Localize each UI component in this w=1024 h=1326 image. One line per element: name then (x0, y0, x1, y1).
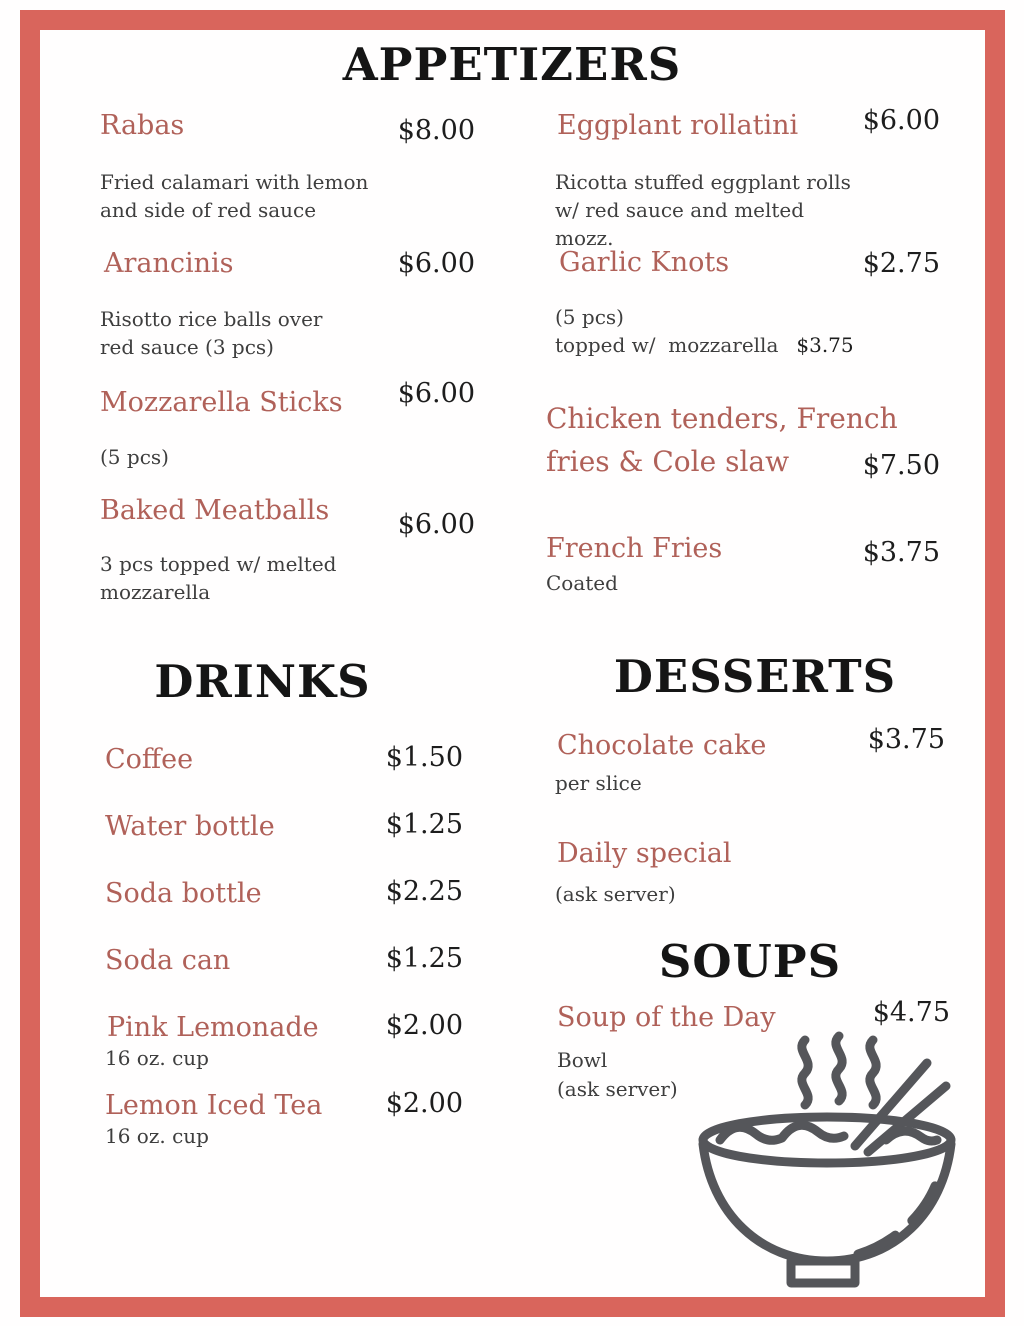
item-price-eggplant-rollatini: $6.00 (862, 105, 940, 136)
item-size-lemon-iced-tea: 16 oz. cup (105, 1124, 209, 1148)
item-desc-rabas: Fried calamari with lemon and side of red sauce (100, 170, 369, 222)
item-price-chicken-tenders: $7.50 (862, 450, 940, 481)
item-price-lemon-iced-tea: $2.00 (385, 1088, 463, 1119)
item-name-eggplant-rollatini: Eggplant rollatini (557, 110, 799, 141)
item-price-coffee: $1.50 (385, 742, 463, 773)
item-name-chocolate-cake: Chocolate cake (557, 730, 767, 761)
item-size-pink-lemonade: 16 oz. cup (105, 1046, 209, 1070)
item-price-mozzarella-sticks: $6.00 (397, 378, 475, 409)
item-desc-soup-bowl: Bowl (557, 1048, 608, 1072)
item-price-baked-meatballs: $6.00 (397, 509, 475, 540)
item-name-soda-bottle: Soda bottle (105, 878, 262, 909)
item-price-soda-bottle: $2.25 (385, 876, 463, 907)
item-name-rabas: Rabas (100, 110, 185, 141)
item-name-pink-lemonade: Pink Lemonade (107, 1012, 319, 1043)
soups-section-title: SOUPS (658, 935, 842, 988)
item-name-baked-meatballs: Baked Meatballs (100, 495, 330, 526)
item-desc-chocolate-cake: per slice (555, 771, 642, 795)
item-price-french-fries: $3.75 (862, 537, 940, 568)
item-price-pink-lemonade: $2.00 (385, 1010, 463, 1041)
item-name-soda-can: Soda can (105, 945, 231, 976)
drinks-section-title: DRINKS (154, 655, 371, 708)
item-name-daily-special: Daily special (557, 838, 732, 869)
item-name-garlic-knots: Garlic Knots (559, 247, 730, 278)
item-name-water-bottle: Water bottle (105, 811, 275, 842)
item-desc-garlic-knots: (5 pcs) (555, 305, 624, 329)
steam-line-1 (802, 1040, 808, 1105)
item-name-soup-of-the-day: Soup of the Day (557, 1002, 776, 1033)
item-name-chicken-tenders: Chicken tenders, French fries & Cole slaw (546, 402, 898, 478)
item-price-garlic-knots: $2.75 (862, 248, 940, 279)
item-price-soda-can: $1.25 (385, 943, 463, 974)
item-price-arancinis: $6.00 (397, 248, 475, 279)
bowl-base (791, 1261, 855, 1283)
item-sub-price: $3.75 (796, 333, 854, 357)
item-subline-garlic-knots (555, 331, 915, 359)
item-name-arancinis: Arancinis (104, 248, 234, 279)
item-desc-french-fries: Coated (546, 571, 618, 595)
noodle-bowl-icon (690, 1028, 962, 1292)
item-price-water-bottle: $1.25 (385, 809, 463, 840)
noodle-wave-left (720, 1125, 844, 1140)
item-name-lemon-iced-tea: Lemon Iced Tea (105, 1090, 323, 1121)
item-name-coffee: Coffee (105, 744, 194, 775)
item-name-french-fries: French Fries (546, 533, 723, 564)
noodle-wave-right (886, 1131, 937, 1141)
item-desc-soup-ask-server: (ask server) (557, 1077, 678, 1101)
appetizers-section-title: APPETIZERS (342, 38, 682, 91)
noodle-bowl-icon-svg (690, 1028, 962, 1292)
item-desc-baked-meatballs: 3 pcs topped w/ melted mozzarella (100, 552, 337, 604)
desserts-section-title: DESSERTS (613, 650, 897, 703)
item-price-soup-of-the-day: $4.75 (872, 997, 950, 1028)
item-price-chocolate-cake: $3.75 (867, 724, 945, 755)
item-desc-mozzarella-sticks: (5 pcs) (100, 445, 169, 469)
steam-line-2 (836, 1036, 842, 1101)
item-desc-daily-special: (ask server) (555, 882, 676, 906)
item-desc-eggplant-rollatini: Ricotta stuffed eggplant rolls w/ red sauce and melted mozz. (555, 170, 851, 250)
item-sub-label: topped w/ mozzarella (555, 333, 779, 357)
item-name-mozzarella-sticks: Mozzarella Sticks (100, 387, 343, 418)
steam-line-3 (870, 1040, 876, 1105)
item-desc-arancinis: Risotto rice balls over red sauce (3 pcs) (100, 307, 323, 359)
item-price-rabas: $8.00 (397, 115, 475, 146)
